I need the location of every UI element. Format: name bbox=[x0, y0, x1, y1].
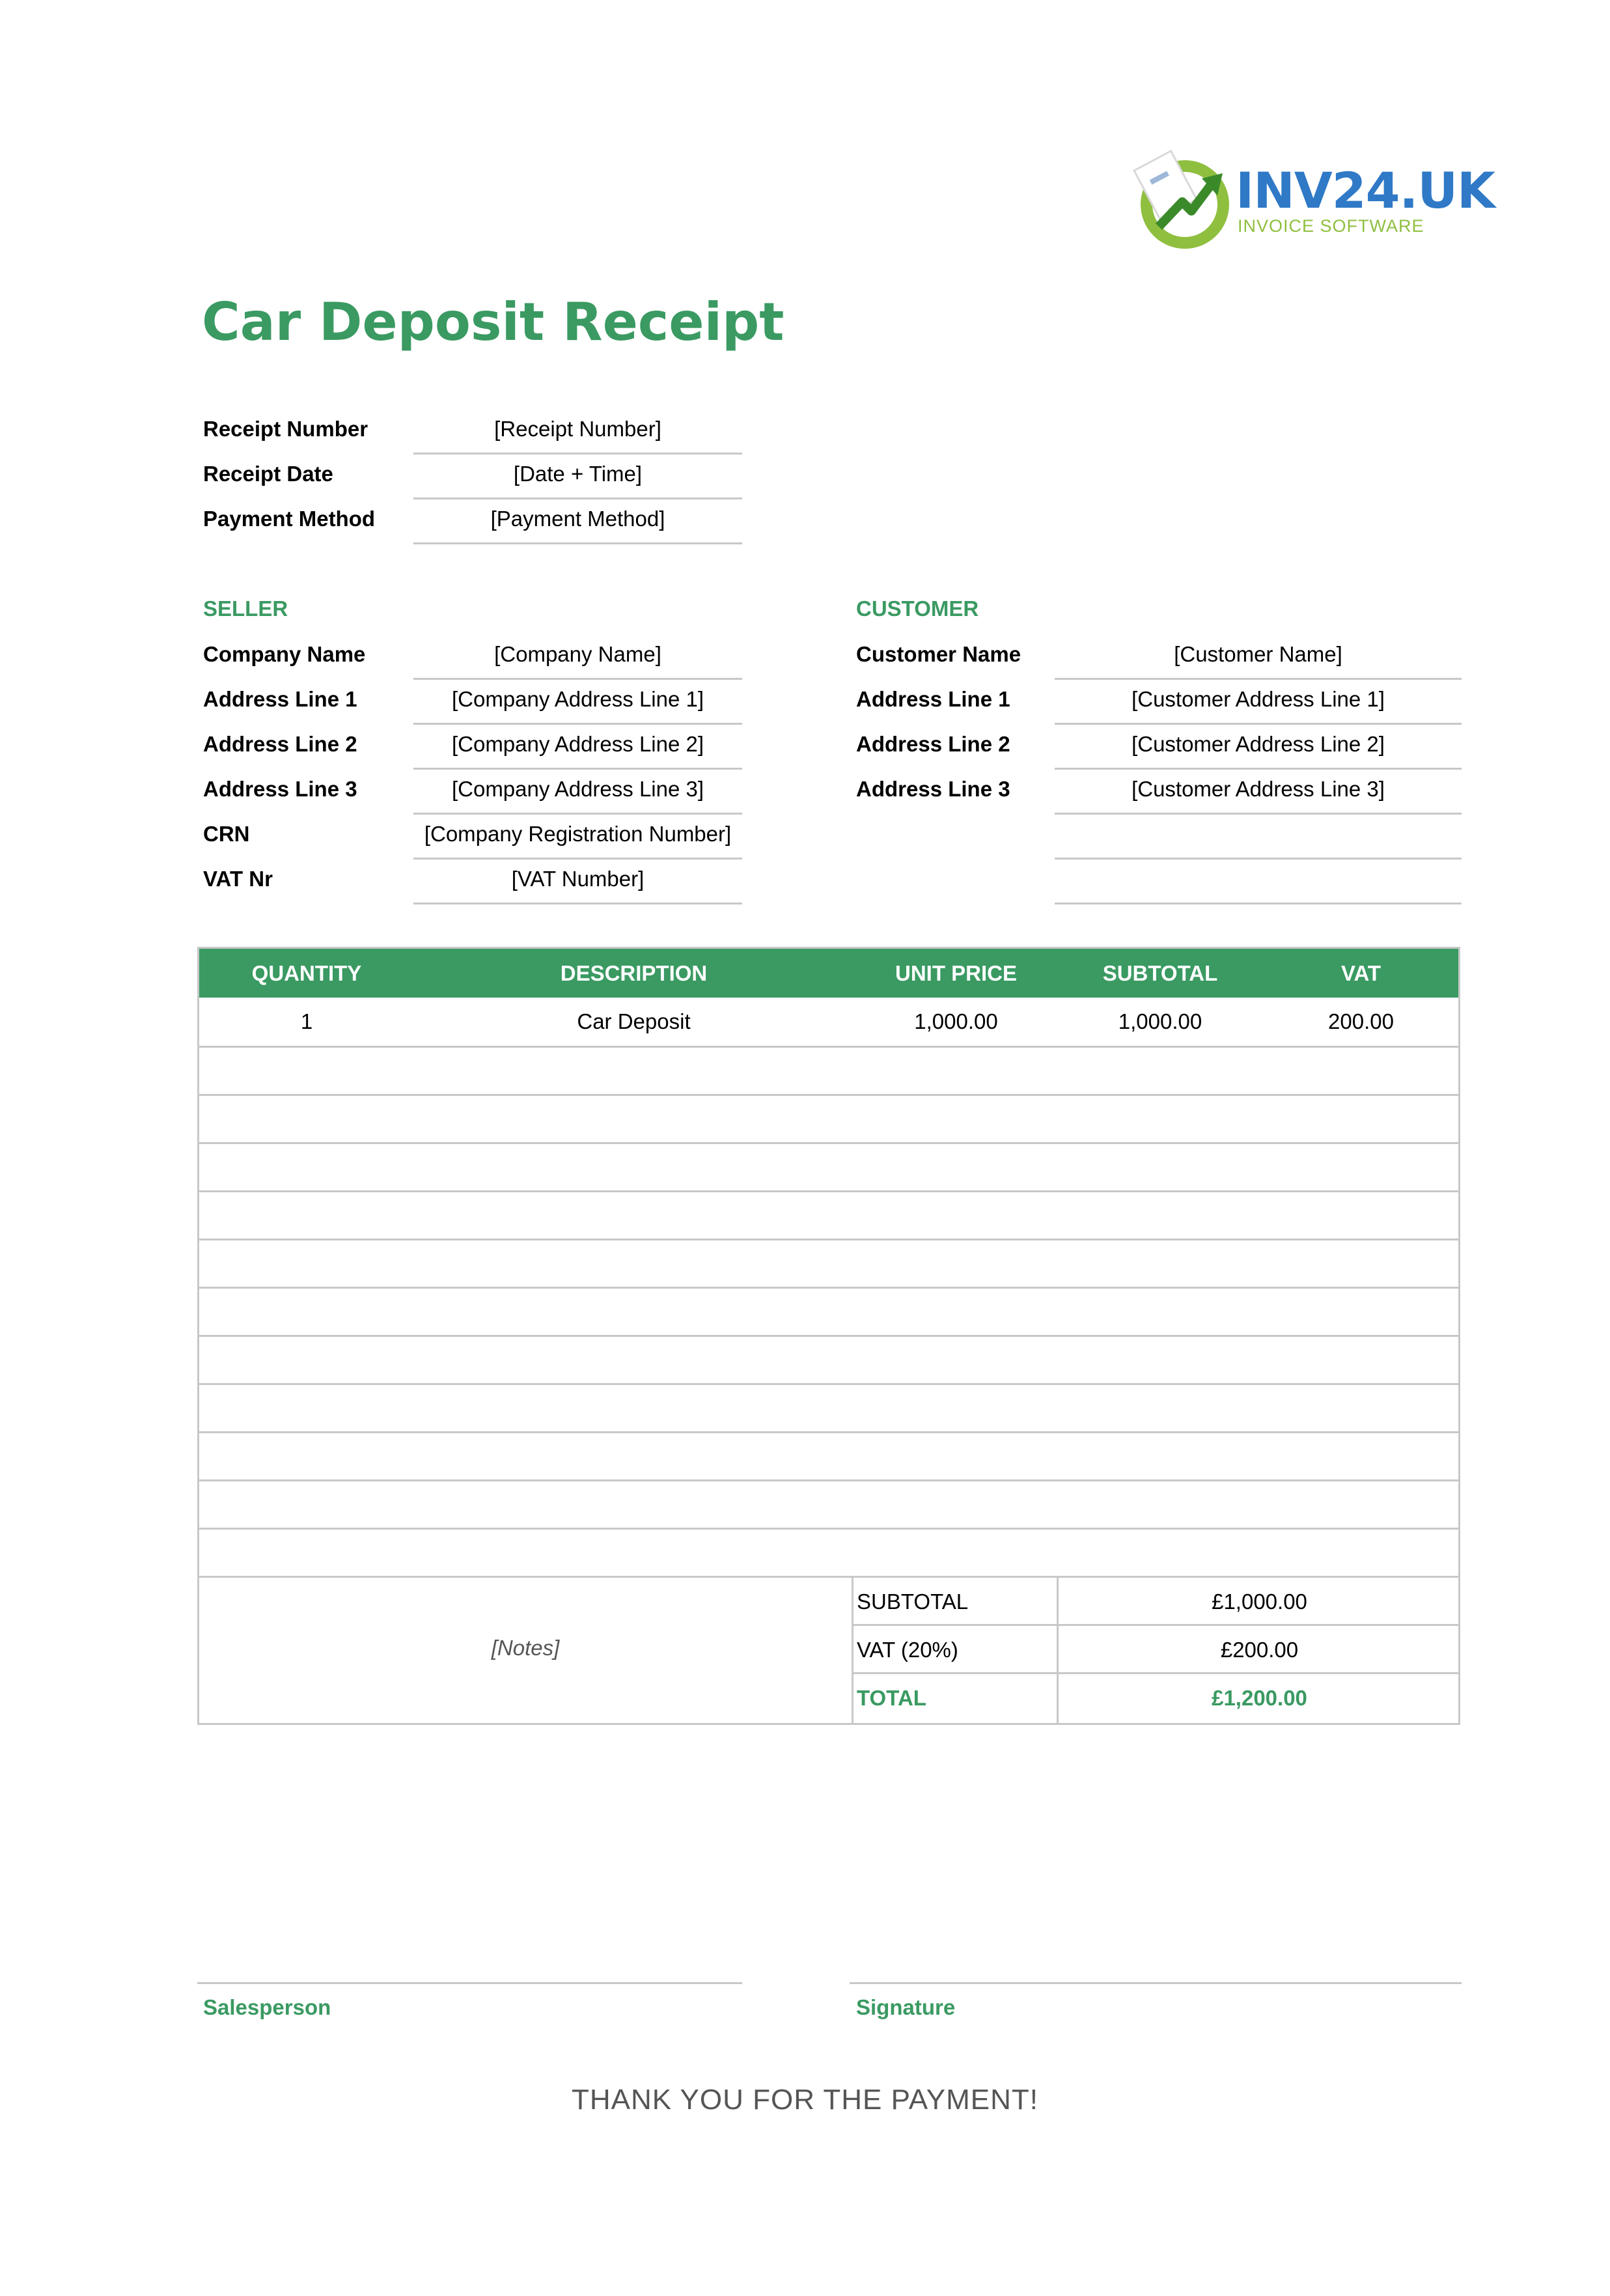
seller-vat-value: [VAT Number] bbox=[511, 867, 645, 891]
row-divider bbox=[199, 1287, 1458, 1289]
seller-underline bbox=[413, 723, 742, 725]
seller-company-name-value: [Company Name] bbox=[494, 642, 661, 666]
customer-address-1-label: Address Line 1 bbox=[856, 687, 1010, 711]
seller-underline bbox=[413, 813, 742, 815]
customer-underline bbox=[1055, 858, 1462, 860]
receipt-date-label: Receipt Date bbox=[203, 462, 333, 486]
receipt-number-label: Receipt Number bbox=[203, 417, 368, 441]
seller-heading: SELLER bbox=[203, 596, 288, 621]
customer-underline bbox=[1055, 723, 1462, 725]
logo-brand-text: INV24.UK bbox=[1236, 161, 1495, 219]
row-vat: 200.00 bbox=[1328, 1009, 1394, 1033]
seller-address-2-label: Address Line 2 bbox=[203, 732, 357, 756]
customer-address-1-value: [Customer Address Line 1] bbox=[1131, 687, 1385, 711]
customer-address-3-label: Address Line 3 bbox=[856, 777, 1010, 801]
seller-underline bbox=[413, 903, 742, 904]
row-divider bbox=[199, 1335, 1458, 1337]
row-divider bbox=[199, 1431, 1458, 1433]
seller-underline bbox=[413, 858, 742, 860]
customer-name-value: [Customer Name] bbox=[1174, 642, 1342, 666]
totals-vat-label: VAT (20%) bbox=[857, 1638, 958, 1662]
items-table bbox=[197, 947, 1460, 1725]
totals-divider-left bbox=[852, 1576, 854, 1725]
notes-field: [Notes] bbox=[491, 1636, 560, 1660]
payment-method-label: Payment Method bbox=[203, 507, 376, 531]
seller-address-3-label: Address Line 3 bbox=[203, 777, 357, 801]
receipt-number-value: [Receipt Number] bbox=[494, 417, 661, 441]
payment-method-value: [Payment Method] bbox=[490, 507, 665, 531]
seller-address-1-label: Address Line 1 bbox=[203, 687, 357, 711]
logo-mark-icon bbox=[1131, 148, 1236, 253]
salesperson-label: Salesperson bbox=[203, 1995, 331, 2019]
row-divider bbox=[199, 1479, 1458, 1481]
totals-subtotal-label: SUBTOTAL bbox=[857, 1589, 969, 1614]
seller-crn-value: [Company Registration Number] bbox=[424, 822, 732, 846]
row-divider bbox=[199, 1142, 1458, 1144]
totals-vat-value: £200.00 bbox=[1220, 1638, 1299, 1662]
customer-address-3-value: [Customer Address Line 3] bbox=[1131, 777, 1385, 801]
customer-address-2-label: Address Line 2 bbox=[856, 732, 1010, 756]
thank-you-message: THANK YOU FOR THE PAYMENT! bbox=[571, 2084, 1039, 2116]
seller-vat-label: VAT Nr bbox=[203, 867, 273, 891]
row-divider bbox=[199, 1190, 1458, 1192]
seller-address-1-value: [Company Address Line 1] bbox=[451, 687, 704, 711]
signature-label: Signature bbox=[856, 1995, 956, 2019]
signature-line bbox=[850, 1982, 1462, 1984]
items-table-header bbox=[199, 949, 1458, 998]
row-divider bbox=[199, 1046, 1458, 1048]
customer-underline bbox=[1055, 903, 1462, 904]
receipt-date-value: [Date + Time] bbox=[513, 462, 643, 486]
row-subtotal: 1,000.00 bbox=[1118, 1009, 1202, 1033]
seller-crn-label: CRN bbox=[203, 822, 250, 846]
header-description: DESCRIPTION bbox=[560, 961, 708, 985]
seller-underline bbox=[413, 678, 742, 680]
row-divider bbox=[199, 1239, 1458, 1240]
header-quantity: QUANTITY bbox=[251, 961, 362, 985]
row-description: Car Deposit bbox=[577, 1009, 691, 1033]
header-vat: VAT bbox=[1340, 961, 1381, 985]
company-logo bbox=[1131, 148, 1495, 253]
seller-underline bbox=[413, 768, 742, 770]
receipt-date-underline bbox=[413, 497, 742, 499]
row-quantity: 1 bbox=[300, 1009, 313, 1033]
row-divider bbox=[199, 1383, 1458, 1385]
header-subtotal: SUBTOTAL bbox=[1102, 961, 1218, 985]
row-divider bbox=[199, 1528, 1458, 1530]
totals-total-label: TOTAL bbox=[857, 1686, 926, 1710]
customer-heading: CUSTOMER bbox=[856, 596, 979, 621]
customer-underline bbox=[1055, 768, 1462, 770]
receipt-number-underline bbox=[413, 453, 742, 455]
seller-company-name-label: Company Name bbox=[203, 642, 366, 666]
totals-subtotal-value: £1,000.00 bbox=[1212, 1589, 1307, 1614]
customer-address-2-value: [Customer Address Line 2] bbox=[1131, 732, 1385, 756]
payment-method-underline bbox=[413, 542, 742, 544]
header-unit-price: UNIT PRICE bbox=[895, 961, 1017, 985]
logo-tagline: INVOICE SOFTWARE bbox=[1238, 216, 1424, 236]
customer-underline bbox=[1055, 678, 1462, 680]
row-divider bbox=[199, 1094, 1458, 1096]
customer-name-label: Customer Name bbox=[856, 642, 1021, 666]
document-title: Car Deposit Receipt bbox=[202, 292, 784, 352]
row-unit-price: 1,000.00 bbox=[914, 1009, 998, 1033]
customer-underline bbox=[1055, 813, 1462, 815]
seller-address-2-value: [Company Address Line 2] bbox=[451, 732, 704, 756]
seller-address-3-value: [Company Address Line 3] bbox=[451, 777, 704, 801]
salesperson-line bbox=[197, 1982, 742, 1984]
totals-total-value: £1,200.00 bbox=[1212, 1686, 1307, 1710]
